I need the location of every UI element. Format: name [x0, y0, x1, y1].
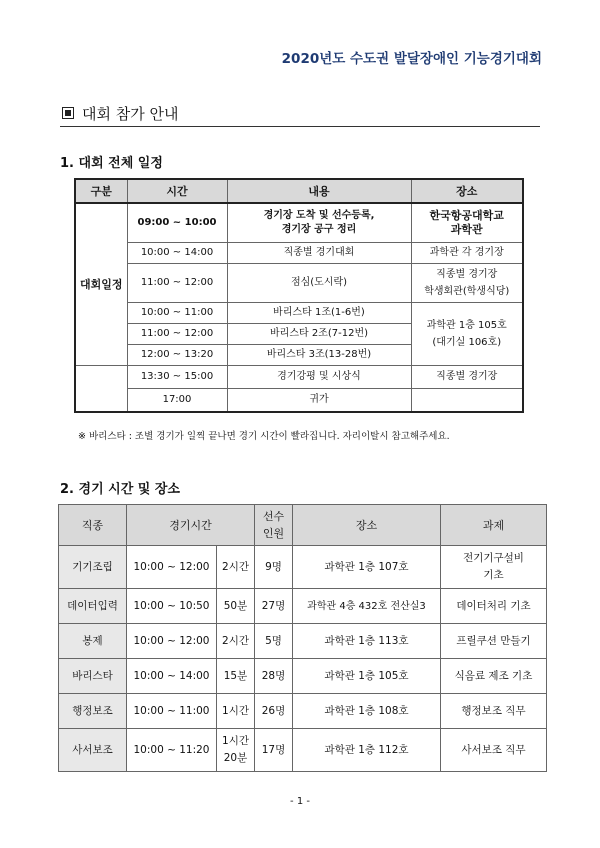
duration-cell: 1시간 20분 — [217, 729, 255, 772]
table-row — [75, 203, 523, 243]
job-cell: 행정보조 — [59, 694, 127, 729]
time-cell: 11:00 ~ 12:00 — [127, 324, 227, 345]
job-cell: 데이터입력 — [59, 589, 127, 624]
table-row — [59, 659, 547, 694]
task-cell: 식음료 제조 기초 — [441, 659, 547, 694]
count-cell: 5명 — [255, 624, 293, 659]
table-row — [75, 366, 523, 389]
table-row — [59, 546, 547, 589]
duration-cell: 2시간 — [217, 624, 255, 659]
time-cell: 12:00 ~ 13:20 — [127, 345, 227, 366]
duration-cell: 15분 — [217, 659, 255, 694]
col-header: 직종 — [59, 505, 127, 546]
count-cell: 26명 — [255, 694, 293, 729]
place-cell: 과학관 1층 113호 — [293, 624, 441, 659]
content-cell: 바리스타 1조(1-6번) — [227, 303, 411, 324]
col-header: 시간 — [127, 179, 227, 203]
document-title: 2020년도 수도권 발달장애인 기능경기대회 — [281, 51, 542, 67]
count-cell: 17명 — [255, 729, 293, 772]
count-cell: 28명 — [255, 659, 293, 694]
place-cell: 직종별 경기장 — [411, 366, 523, 389]
task-cell: 사서보조 직무 — [441, 729, 547, 772]
page-number: - 1 - — [290, 796, 310, 807]
content-cell: 귀가 — [227, 389, 411, 413]
table-row — [59, 694, 547, 729]
content-cell: 바리스타 3조(13-28번) — [227, 345, 411, 366]
col-header: 내용 — [227, 179, 411, 203]
table-header-row — [75, 179, 523, 203]
time-cell: 10:00 ~ 12:00 — [127, 546, 217, 589]
duration-cell: 50분 — [217, 589, 255, 624]
place-cell: 과학관 1층 107호 — [293, 546, 441, 589]
job-cell: 기기조립 — [59, 546, 127, 589]
square-bullet-icon — [62, 107, 74, 119]
task-cell: 프릴쿠션 만들기 — [441, 624, 547, 659]
col-header: 구분 — [75, 179, 127, 203]
table-row — [75, 389, 523, 413]
time-cell: 13:30 ~ 15:00 — [127, 366, 227, 389]
schedule-table — [74, 178, 524, 413]
content-cell: 경기장 도착 및 선수등록, 경기장 공구 정리 — [227, 203, 411, 243]
time-cell: 10:00 ~ 11:20 — [127, 729, 217, 772]
table-row — [59, 589, 547, 624]
place-cell: 과학관 1층 105호 (대기실 106호) — [411, 303, 523, 366]
time-cell: 11:00 ~ 12:00 — [127, 264, 227, 303]
schedule-heading: 1. 대회 전체 일정 — [60, 156, 163, 171]
job-cell: 사서보조 — [59, 729, 127, 772]
table-row — [75, 303, 523, 324]
col-header: 경기시간 — [127, 505, 255, 546]
events-heading: 2. 경기 시간 및 장소 — [60, 482, 180, 497]
content-cell: 바리스타 2조(7-12번) — [227, 324, 411, 345]
task-cell: 전기기구설비 기초 — [441, 546, 547, 589]
content-cell: 직종별 경기대회 — [227, 243, 411, 264]
count-cell: 27명 — [255, 589, 293, 624]
content-cell: 경기강평 및 시상식 — [227, 366, 411, 389]
time-cell: 17:00 — [127, 389, 227, 413]
time-cell: 10:00 ~ 14:00 — [127, 243, 227, 264]
job-cell: 바리스타 — [59, 659, 127, 694]
schedule-note: ※ 바리스타 : 조별 경기가 일찍 끝나면 경기 시간이 빨라집니다. 자리이탈시 참고해주세요. — [78, 431, 450, 442]
duration-cell: 2시간 — [217, 546, 255, 589]
count-cell: 9명 — [255, 546, 293, 589]
table-row — [59, 729, 547, 772]
category-cell-empty — [75, 366, 127, 413]
col-header: 장소 — [411, 179, 523, 203]
col-header: 과제 — [441, 505, 547, 546]
time-cell: 10:00 ~ 14:00 — [127, 659, 217, 694]
col-header: 선수 인원 — [255, 505, 293, 546]
events-table — [58, 504, 547, 772]
table-header-row — [59, 505, 547, 546]
section-header — [60, 100, 540, 127]
place-cell: 한국항공대학교 과학관 — [411, 203, 523, 243]
place-cell: 과학관 1층 108호 — [293, 694, 441, 729]
job-cell: 봉제 — [59, 624, 127, 659]
place-cell: 과학관 4층 432호 전산실3 — [293, 589, 441, 624]
table-row — [75, 243, 523, 264]
time-cell: 09:00 ~ 10:00 — [127, 203, 227, 243]
table-row — [59, 624, 547, 659]
duration-cell: 1시간 — [217, 694, 255, 729]
place-cell: 과학관 1층 112호 — [293, 729, 441, 772]
time-cell: 10:00 ~ 12:00 — [127, 624, 217, 659]
place-cell: 직종별 경기장 학생회관(학생식당) — [411, 264, 523, 303]
col-header: 장소 — [293, 505, 441, 546]
content-cell: 점심(도시락) — [227, 264, 411, 303]
task-cell: 데이터처리 기초 — [441, 589, 547, 624]
table-row — [75, 264, 523, 303]
place-cell: 과학관 각 경기장 — [411, 243, 523, 264]
place-cell: 과학관 1층 105호 — [293, 659, 441, 694]
time-cell: 10:00 ~ 10:50 — [127, 589, 217, 624]
task-cell: 행정보조 직무 — [441, 694, 547, 729]
time-cell: 10:00 ~ 11:00 — [127, 694, 217, 729]
category-cell: 대회일정 — [75, 203, 127, 366]
time-cell: 10:00 ~ 11:00 — [127, 303, 227, 324]
section-title: 대회 참가 안내 — [82, 104, 179, 123]
place-cell — [411, 389, 523, 413]
